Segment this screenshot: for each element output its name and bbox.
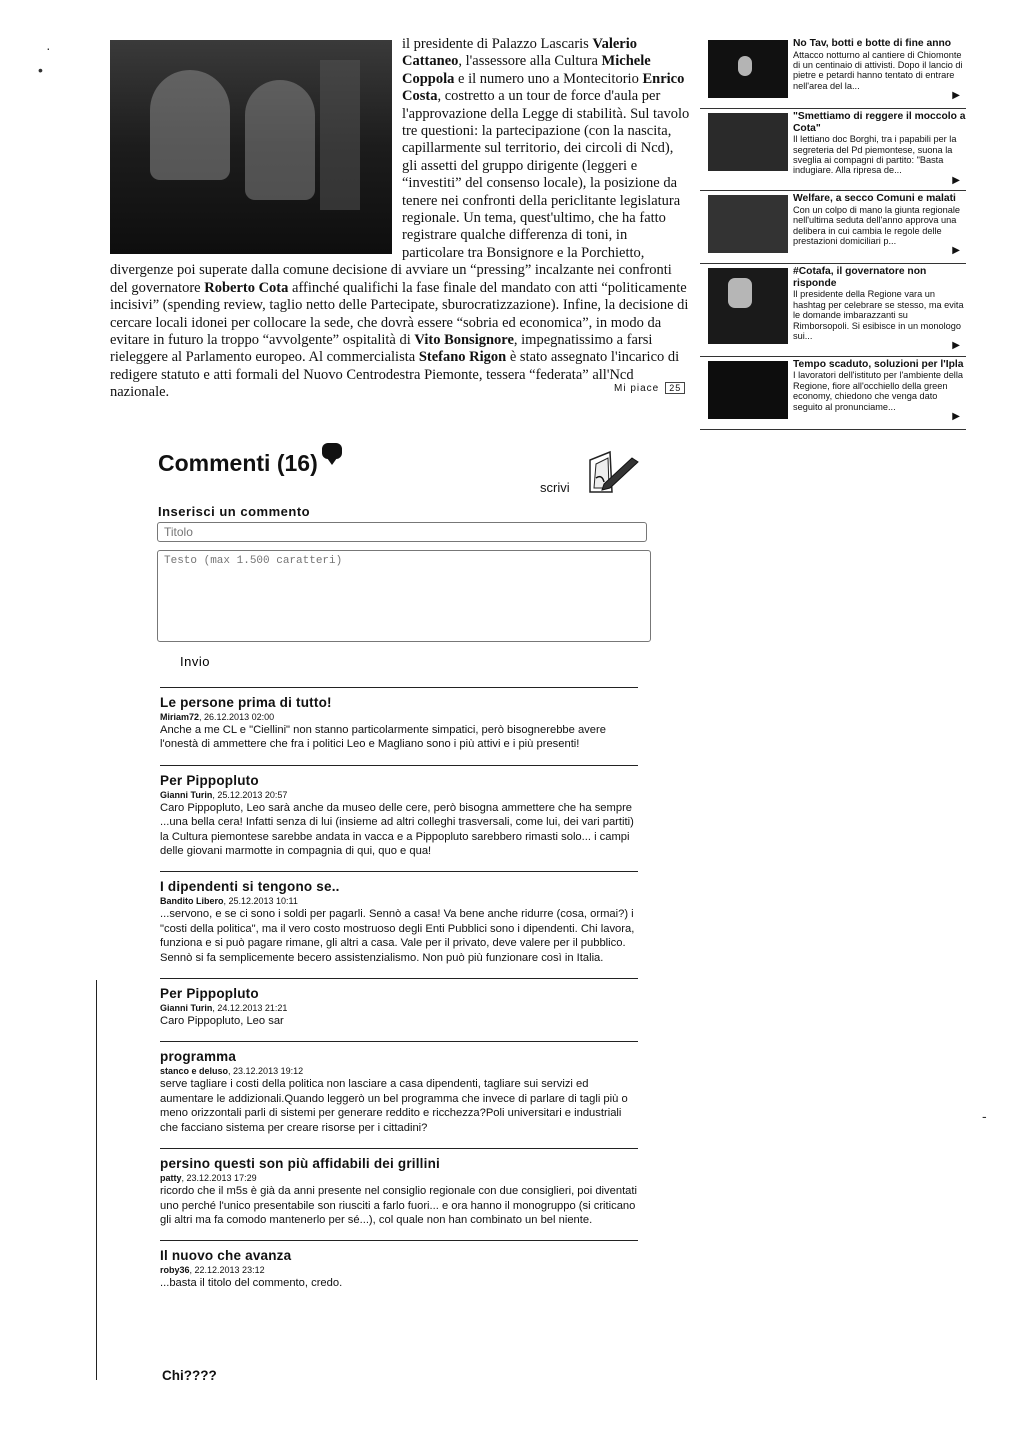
comment-meta bbox=[160, 896, 638, 906]
comment-body: Caro Pippopluto, Leo sarà anche da museo delle cere, però bisogna ammettere che ha sempre ...una bella cera! Infatti senza di lui (insieme ad altri colleghi trasversali, come lui, dei vari partiti) la Cultura piemontese sarebbe andata in vacca e a Pippopluto sarebbero rimasti solo... i campi delle giovani marmotte in compagnia di qui, quo e qua! bbox=[160, 801, 634, 858]
comment-date: , 25.12.2013 10:11 bbox=[223, 896, 298, 907]
comment-meta bbox=[160, 1265, 638, 1275]
comment-author[interactable]: Miriam72 bbox=[160, 712, 200, 722]
scan-speck: - bbox=[982, 1108, 987, 1124]
write-comment-link[interactable]: scrivi bbox=[540, 480, 570, 495]
comment-item bbox=[160, 1240, 638, 1304]
comment-date: , 26.12.2013 02:00 bbox=[199, 712, 275, 722]
comment-item bbox=[160, 687, 638, 766]
comment-title-input[interactable] bbox=[157, 522, 647, 542]
news-thumbnail[interactable] bbox=[708, 113, 788, 171]
news-title[interactable]: "Smettiamo di reggere il moccolo a Cota" bbox=[793, 111, 966, 134]
sidebar-news-item[interactable] bbox=[700, 109, 966, 191]
news-thumbnail[interactable] bbox=[708, 361, 788, 419]
scan-speck: • bbox=[38, 62, 43, 78]
news-title[interactable]: No Tav, botti e botte di fine anno bbox=[793, 38, 952, 49]
comment-body: Anche a me CL e "Ciellini" non stanno particolarmente simpatici, però bisognerebbe avere l'onestà di ammettere che fra i politici Leo e Magliano sono i più attivi e i più presenti! bbox=[160, 724, 606, 751]
comment-title: Chi???? bbox=[162, 1368, 217, 1383]
like-label: Mi piace bbox=[614, 383, 660, 394]
article-photo bbox=[110, 40, 392, 254]
like-count: 25 bbox=[665, 382, 685, 394]
play-arrow-icon[interactable]: ▶ bbox=[952, 174, 960, 186]
comment-date: , 23.12.2013 19:12 bbox=[228, 1066, 304, 1077]
comment-body: serve tagliare i costi della politica non lasciare a casa dipendenti, tagliare sui servizi ed aumentare le addizionali.Quando leggerò un bel programma che invece di parlare di tagli più o meno orizzontali parli di sistemi per generare reddito e ricchezza?Poli universitari e industriali che facciano sistema per creare risorse per i cittadini? bbox=[160, 1078, 628, 1134]
news-thumbnail[interactable] bbox=[708, 268, 788, 344]
comment-author[interactable]: patty bbox=[160, 1173, 182, 1184]
sidebar-news-item[interactable] bbox=[700, 36, 966, 109]
comment-item bbox=[160, 1148, 638, 1241]
comment-title: programma bbox=[160, 1049, 237, 1065]
comment-author[interactable]: roby36 bbox=[160, 1265, 190, 1276]
person-name: Enrico Costa bbox=[402, 70, 685, 105]
comment-title: Le persone prima di tutto! bbox=[160, 695, 332, 710]
comment-date: , 24.12.2013 21:21 bbox=[212, 1003, 288, 1014]
person-name: Vito Bonsignore bbox=[414, 331, 514, 348]
play-arrow-icon[interactable]: ▶ bbox=[952, 411, 960, 423]
comment-body: ...servono, e se ci sono i soldi per pagarli. Sennò a casa! Va bene anche ridurre (cosa, ormai?) i "costi della politica", ma il vero costo mostruoso degli Enti Pubblici sono i dipendenti. Chi lavora, funziona e si può pagare rimane, gli altri a casa. Vale per il privato, deve valere per il pubblico. Sennò si fa semplicemente becero assistenzialismo. Non può più funzionare così in Italia. bbox=[160, 908, 635, 964]
comment-meta bbox=[160, 1066, 638, 1076]
comment-author[interactable]: stanco e deluso bbox=[160, 1066, 229, 1077]
news-summary: Il presidente della Regione vara un hashtag per celebrare se stesso, ma evita le domande imbarazzanti su Rimborsopoli. Si esibisce in un monologo sui... bbox=[793, 289, 964, 342]
comment-author[interactable]: Bandito Libero bbox=[160, 896, 224, 907]
comment-date: , 23.12.2013 17:29 bbox=[181, 1173, 257, 1184]
comment-item bbox=[160, 765, 638, 873]
play-arrow-icon[interactable]: ▶ bbox=[952, 245, 960, 257]
article-text: il presidente di Palazzo Lascaris Valerio Cattaneo, l'assessore alla Cultura Michele Coppola e il numero uno a Montecitorio Enrico Costa, costretto a un tour de force d'aula per l'approvazione della Legge di stabilità. Sul tavolo tre questioni: la partecipazione (con la nascita, capillarmente sul territorio, dei circoli di Ncd), gli assetti del gruppo dirigente (leggeri e “investiti” del consenso locale), la posizione da tenere nei confronti della periclitante legislatura regionale. Un tema, quest'ultimo, che ha fatto registrare qualche differenza di toni, in particolare tra Bonsignore e la Porchietto, divergenze poi superate dalla comune decisione di avviare un “pressing” incalzante nei confronti del governatore Roberto Cota affinché qualifichi la fase finale del mandato con atti “politicamente incisivi” (spending review, taglio netto delle Partecipate, sburocratizzazione). Infine, la decisione di cercare locali idonei per collocare la sede, che dovrà essere “sobria ed economica”, in modo da evitare in futuro la troppo “avvolgente” ospitalità di Vito Bonsignore, impegnatissimo a farsi rieleggere al Parlamento europeo. Al commercialista Stefano Rigon è stato assegnato l'incarico di redigere statuto e atti formali del Nuovo Centrodestra Piemonte, tessera “federata” all'Ncd nazionale. bbox=[110, 36, 690, 401]
scan-speck: · bbox=[46, 40, 51, 56]
comment-form-label: Inserisci un commento bbox=[158, 504, 311, 519]
person-name: Roberto Cota bbox=[204, 279, 289, 296]
play-arrow-icon[interactable]: ▶ bbox=[952, 340, 960, 352]
person-name: Valerio Cattaneo bbox=[402, 36, 638, 70]
news-title[interactable]: Welfare, a secco Comuni e malati bbox=[793, 193, 956, 205]
sidebar-news-item[interactable] bbox=[700, 357, 966, 430]
comment-author[interactable]: Gianni Turin bbox=[160, 1003, 213, 1014]
news-thumbnail[interactable] bbox=[708, 40, 788, 98]
comment-title: I dipendenti si tengono se.. bbox=[160, 879, 340, 895]
article-body bbox=[110, 36, 690, 402]
comment-meta bbox=[160, 1003, 638, 1013]
news-summary: Il lettiano doc Borghi, tra i papabili per la segreteria del Pd piemontese, suona la sveglia ai compagni di partito: "Basta indugiare. Alla ripresa de... bbox=[793, 134, 957, 176]
person-name: Michele Coppola bbox=[402, 53, 651, 87]
speech-bubble-icon bbox=[322, 443, 342, 459]
comment-title: Per Pippopluto bbox=[160, 986, 259, 1002]
comment-title: persino questi son più affidabili dei grillini bbox=[160, 1156, 440, 1172]
comment-body-textarea[interactable] bbox=[157, 550, 651, 642]
news-title[interactable]: #Cotafa, il governatore non risponde bbox=[793, 266, 927, 289]
news-summary: I lavoratori dell'istituto per l'ambiente della Regione, fiore all'occhiello della green economy, chiedono che venga dato seguito al pronunciame... bbox=[793, 370, 963, 412]
news-title[interactable]: Tempo scaduto, soluzioni per l'Ipla bbox=[793, 358, 964, 370]
news-summary: Con un colpo di mano la giunta regionale nell'ultima seduta dell'anno approva una delibera in cui cambia le regole delle prestazioni domiciliari p... bbox=[793, 204, 961, 247]
comment-item bbox=[160, 1041, 638, 1149]
play-arrow-icon[interactable]: ▶ bbox=[952, 90, 960, 102]
comment-body: Caro Pippopluto, Leo sar bbox=[160, 1015, 284, 1028]
comment-body: ...basta il titolo del commento, credo. bbox=[160, 1277, 343, 1290]
comment-meta bbox=[160, 1173, 638, 1183]
comment-item bbox=[160, 978, 638, 1042]
comment-meta bbox=[160, 790, 638, 800]
comment-body: ricordo che il m5s è già da anni presente nel consiglio regionale con due consiglieri, poi diventati uno perché l'unico presentabile son riusciti a farlo fuori... e ora hanno il monogruppo (si criticano gli altri ma fa comodo mantenerlo per sé...), col quale non han combinato un bel niente. bbox=[160, 1185, 637, 1226]
comment-title: Il nuovo che avanza bbox=[160, 1248, 292, 1264]
comment-list bbox=[160, 688, 638, 1305]
comment-author[interactable]: Gianni Turin bbox=[160, 789, 213, 800]
comment-meta bbox=[160, 712, 638, 722]
comments-heading: Commenti (16) bbox=[158, 450, 342, 477]
comment-item bbox=[160, 871, 638, 979]
comment-title: Per Pippopluto bbox=[160, 772, 259, 788]
news-thumbnail[interactable] bbox=[708, 195, 788, 253]
comment-date: , 25.12.2013 20:57 bbox=[212, 789, 288, 800]
pencil-icon[interactable] bbox=[582, 448, 640, 496]
comment-date: , 22.12.2013 23:12 bbox=[189, 1265, 265, 1276]
news-summary: Attacco notturno al cantiere di Chiomonte di un centinaio di attivisti. Dopo il lancio di pietre e petardi hanno tentato di entrare nell'area del la... bbox=[793, 49, 963, 91]
submit-comment-button[interactable]: Invio bbox=[180, 654, 210, 669]
person-name: Stefano Rigon bbox=[418, 349, 507, 366]
sidebar-news-item[interactable] bbox=[700, 264, 966, 357]
like-button[interactable] bbox=[614, 382, 685, 394]
sidebar-news-item[interactable] bbox=[700, 191, 966, 264]
page-edge-line bbox=[96, 980, 97, 1380]
related-news-sidebar bbox=[700, 36, 966, 430]
